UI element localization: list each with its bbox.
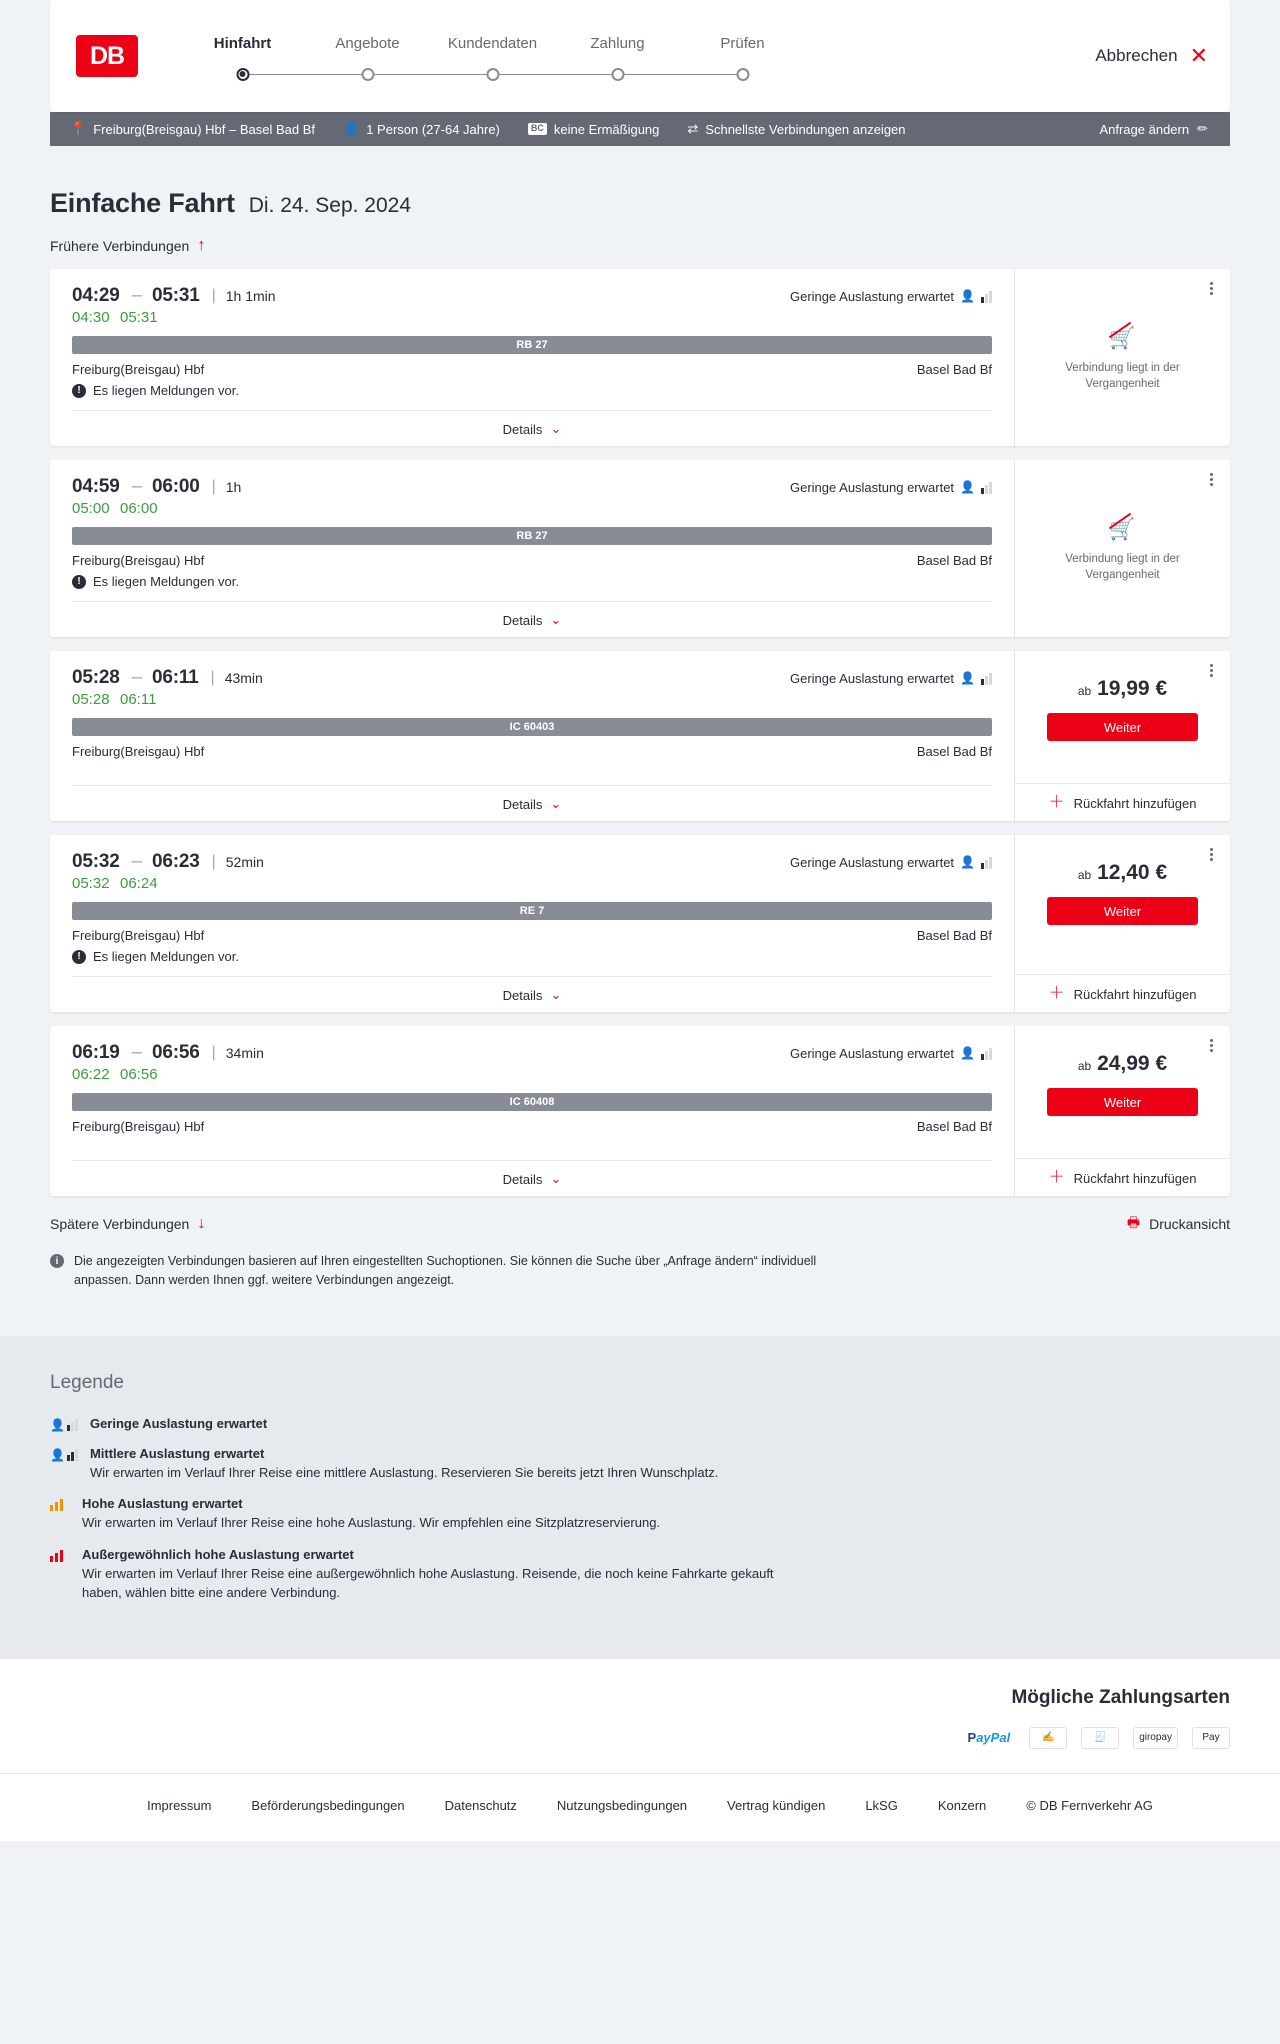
arrow-down-icon: ↓	[197, 1215, 206, 1232]
legend-item	[50, 1547, 1230, 1603]
cart-disabled-icon: 🛒	[1109, 518, 1135, 542]
more-options-icon[interactable]	[1202, 279, 1220, 297]
bahncard-icon: BC	[528, 123, 547, 135]
price-amount: 12,40 €	[1097, 861, 1168, 884]
footer-link-vertrag-kuendigen[interactable]: Vertrag kündigen	[727, 1797, 826, 1813]
passengers-summary[interactable]	[329, 121, 514, 137]
connection-times: 05:32 – 06:23	[72, 851, 200, 872]
chevron-down-icon: ⌄	[550, 987, 562, 1002]
train-bar[interactable]	[72, 1093, 992, 1111]
realtime-times	[72, 309, 992, 326]
realtime-times	[72, 875, 992, 892]
results-main	[0, 188, 1280, 1290]
train-bar[interactable]	[72, 718, 992, 736]
legend-item	[50, 1416, 1230, 1432]
more-options-icon[interactable]	[1202, 661, 1220, 679]
footer-link-impressum[interactable]: Impressum	[147, 1797, 212, 1813]
printer-icon: 🖶	[1126, 1214, 1141, 1230]
occupancy-label: Geringe Auslastung erwartet	[790, 1045, 955, 1061]
search-hint-text: Die angezeigten Verbindungen basieren auf Ihren eingestellten Suchoptionen. Sie können die Suche über „Anfrage ändern“ individuell anpassen. Dann werden Ihnen ggf. weitere Verbindungen angezeigt.	[74, 1254, 817, 1287]
occupancy-very-high-icon	[50, 1547, 70, 1603]
connection-actions	[1014, 269, 1230, 446]
step-label: Hinfahrt	[213, 34, 272, 52]
train-name: RB 27	[516, 530, 548, 542]
footer-link-konzern[interactable]: Konzern	[937, 1797, 987, 1813]
price-prefix: ab	[1077, 1059, 1092, 1073]
footer-link-nutzungsbedingungen[interactable]: Nutzungsbedingungen	[556, 1797, 688, 1813]
arrival-time: 05:31	[151, 285, 200, 306]
applepay-icon: Pay	[1192, 1727, 1230, 1749]
more-options-icon[interactable]	[1202, 470, 1220, 488]
train-name: IC 60403	[509, 721, 555, 733]
chevron-down-icon: ⌄	[550, 1171, 562, 1186]
duration: 34min	[225, 1045, 264, 1061]
step-label: Kundendaten	[447, 34, 538, 52]
connection-details: 04:29 – 05:31 | 1h 1min Geringe Auslastung erwartet 👤 04:30 05:31 RB 27 Freiburg(Breisgau) Hbf Basel Bad Bf ! Es liegen Meldungen vor. Details ⌄	[50, 269, 1014, 446]
app-header	[50, 0, 1230, 112]
discount-summary[interactable]	[514, 122, 674, 137]
price-prefix: ab	[1077, 684, 1092, 698]
departure-time: 05:32	[72, 851, 120, 872]
swap-arrows-icon: ⇄	[687, 121, 699, 136]
page-title-text: Einfache Fahrt	[50, 188, 235, 218]
origin-station: Freiburg(Breisgau) Hbf	[72, 362, 205, 377]
edit-query-button[interactable]	[1099, 121, 1214, 137]
continue-button[interactable]: Weiter	[1047, 713, 1198, 741]
later-connections-button[interactable]	[50, 1215, 205, 1233]
occupancy-bars-icon	[981, 856, 992, 869]
exclamation-icon: !	[72, 575, 86, 589]
occupancy-label: Geringe Auslastung erwartet	[790, 479, 955, 495]
earlier-connections-label: Frühere Verbindungen	[50, 238, 190, 254]
duration: 52min	[225, 854, 264, 870]
message-text: Es liegen Meldungen vor.	[93, 383, 239, 398]
fastest-text: Schnellste Verbindungen anzeigen	[705, 121, 906, 137]
search-hint	[50, 1252, 820, 1290]
train-bar[interactable]	[72, 902, 992, 920]
person-icon: 👤	[960, 480, 975, 494]
page-title-date: Di. 24. Sep. 2024	[248, 194, 412, 217]
exclamation-icon: !	[72, 384, 86, 398]
arrival-time: 06:11	[151, 667, 199, 688]
connection-details: 05:28 – 06:11 | 43min Geringe Auslastung erwartet 👤 05:28 06:11 IC 60403 Freiburg(Breisgau) Hbf Basel Bad Bf Details ⌄	[50, 651, 1014, 821]
exclamation-icon: !	[72, 950, 86, 964]
search-summary-bar	[50, 112, 1230, 146]
price-value	[1033, 1052, 1212, 1076]
occupancy-indicator	[790, 671, 992, 686]
discount-text: keine Ermäßigung	[553, 121, 660, 137]
continue-button[interactable]: Weiter	[1047, 1088, 1198, 1116]
origin-station: Freiburg(Breisgau) Hbf	[72, 744, 205, 759]
details-label: Details	[502, 612, 543, 628]
message-text: Es liegen Meldungen vor.	[93, 574, 239, 589]
realtime-departure: 06:22	[72, 1066, 110, 1083]
connection-details: 06:19 – 06:56 | 34min Geringe Auslastung erwartet 👤 06:22 06:56 IC 60408 Freiburg(Breisgau) Hbf Basel Bad Bf Details ⌄	[50, 1026, 1014, 1196]
person-icon: 👤	[960, 855, 975, 869]
step-dot-icon	[361, 68, 374, 81]
stations-row	[72, 553, 992, 568]
train-name: IC 60408	[509, 1096, 555, 1108]
realtime-arrival: 06:56	[120, 1066, 158, 1083]
add-return-button[interactable]	[1015, 1158, 1230, 1196]
add-return-button[interactable]	[1015, 974, 1230, 1012]
arrival-time: 06:56	[151, 1042, 200, 1063]
add-return-label: Rückfahrt hinzufügen	[1073, 986, 1197, 1002]
connection-details: 04:59 – 06:00 | 1h Geringe Auslastung erwartet 👤 05:00 06:00 RB 27 Freiburg(Breisgau) Hbf Basel Bad Bf ! Es liegen Meldungen vor. Details ⌄	[50, 460, 1014, 637]
train-name: RB 27	[516, 339, 548, 351]
connection-times: 06:19 – 06:56	[72, 1042, 200, 1063]
connection-row[interactable]	[50, 269, 1230, 446]
earlier-connections-button[interactable]	[50, 237, 1230, 255]
message-text: Es liegen Meldungen vor.	[93, 949, 239, 964]
connection-details: 05:32 – 06:23 | 52min Geringe Auslastung erwartet 👤 05:32 06:24 RE 7 Freiburg(Breisgau) Hbf Basel Bad Bf ! Es liegen Meldungen vor. Details ⌄	[50, 835, 1014, 1012]
connection-actions	[1014, 835, 1230, 1012]
continue-button[interactable]: Weiter	[1047, 897, 1198, 925]
plus-icon: ＋	[1048, 794, 1065, 811]
message-notice[interactable]	[72, 949, 992, 964]
location-pin-icon: 📍	[70, 121, 87, 136]
occupancy-label: Geringe Auslastung erwartet	[790, 288, 955, 304]
person-icon: 👤	[960, 289, 975, 303]
giropay-icon: giropay	[1133, 1727, 1178, 1749]
details-toggle[interactable]	[72, 410, 992, 446]
add-return-button[interactable]	[1015, 783, 1230, 821]
passengers-text: 1 Person (27-64 Jahre)	[366, 121, 500, 137]
duration: 1h	[225, 479, 242, 495]
realtime-times	[72, 500, 992, 517]
person-icon: 👤	[343, 121, 360, 136]
chevron-down-icon: ⌄	[550, 796, 562, 811]
realtime-times	[72, 1066, 992, 1083]
realtime-arrival: 05:31	[120, 309, 158, 326]
step-label: Prüfen	[720, 34, 765, 52]
details-label: Details	[502, 421, 543, 437]
step-label: Zahlung	[590, 34, 645, 52]
connection-actions	[1014, 460, 1230, 637]
more-options-icon[interactable]	[1202, 1036, 1220, 1054]
legend-head: Hohe Auslastung erwartet	[82, 1496, 243, 1511]
price-prefix: ab	[1077, 868, 1092, 882]
step-label: Angebote	[335, 34, 400, 52]
realtime-departure: 05:28	[72, 691, 110, 708]
fastest-summary[interactable]	[673, 121, 919, 137]
more-options-icon[interactable]	[1202, 845, 1220, 863]
paypal-icon: P ayPal	[963, 1727, 1016, 1749]
connection-row[interactable]	[50, 460, 1230, 637]
arrival-time: 06:23	[151, 851, 200, 872]
site-footer	[0, 1773, 1280, 1841]
realtime-times	[72, 691, 992, 708]
footer-link-datenschutz[interactable]: Datenschutz	[444, 1797, 517, 1813]
price-amount: 19,99 €	[1097, 677, 1168, 700]
page-title	[50, 188, 1230, 219]
stations-row	[72, 362, 992, 377]
step-dot-icon	[611, 68, 624, 81]
occupancy-indicator	[790, 289, 992, 304]
duration: 1h 1min	[225, 288, 276, 304]
details-toggle[interactable]	[72, 601, 992, 637]
add-return-label: Rückfahrt hinzufügen	[1073, 795, 1197, 811]
payment-methods-section	[0, 1659, 1280, 1773]
destination-station: Basel Bad Bf	[916, 744, 992, 759]
connection-actions	[1014, 651, 1230, 821]
details-label: Details	[502, 1171, 543, 1187]
person-icon: 👤	[960, 671, 975, 685]
arrival-time: 06:00	[151, 476, 200, 497]
connection-actions	[1014, 1026, 1230, 1196]
rechnung-icon: 🧾	[1081, 1727, 1119, 1749]
destination-station: Basel Bad Bf	[916, 553, 992, 568]
realtime-arrival: 06:24	[120, 875, 158, 892]
occupancy-bars-icon	[981, 672, 992, 685]
price-value	[1033, 677, 1212, 701]
close-icon: ✕	[1189, 43, 1208, 68]
past-connection-notice	[1015, 269, 1230, 446]
connection-times: 04:59 – 06:00	[72, 476, 200, 497]
price-amount: 24,99 €	[1097, 1052, 1168, 1075]
step-dot-icon	[736, 68, 749, 81]
origin-station: Freiburg(Breisgau) Hbf	[72, 553, 205, 568]
realtime-departure: 05:32	[72, 875, 110, 892]
db-logo: DB	[76, 35, 138, 77]
destination-station: Basel Bad Bf	[916, 1119, 992, 1134]
route-text: Freiburg(Breisgau) Hbf – Basel Bad Bf	[93, 121, 316, 137]
connection-row[interactable]	[50, 835, 1230, 1012]
results-footer-actions	[50, 1212, 1230, 1236]
occupancy-medium-icon: 👤	[50, 1446, 78, 1483]
stations-row	[72, 928, 992, 943]
print-view-button[interactable]	[1127, 1212, 1230, 1236]
price-block	[1015, 1026, 1230, 1116]
price-value	[1033, 861, 1212, 885]
legend-desc: Wir erwarten im Verlauf Ihrer Reise eine außergewöhnlich hohe Auslastung. Reisende, die noch keine Fahrkarte gekauft haben, wählen bitte eine andere Verbindung.	[82, 1565, 774, 1600]
origin-station: Freiburg(Breisgau) Hbf	[72, 928, 205, 943]
cart-disabled-icon: 🛒	[1109, 327, 1135, 351]
train-name: RE 7	[519, 905, 545, 917]
realtime-departure: 04:30	[72, 309, 110, 326]
print-view-label: Druckansicht	[1149, 1216, 1230, 1232]
legend-title: Legende	[50, 1371, 124, 1393]
departure-time: 04:29	[72, 285, 120, 306]
occupancy-indicator	[790, 480, 992, 495]
arrow-up-icon: ↑	[197, 237, 206, 254]
occupancy-indicator	[790, 855, 992, 870]
step-dot-icon	[486, 68, 499, 81]
plus-icon: ＋	[1048, 985, 1065, 1002]
legend-item	[50, 1446, 1230, 1483]
plus-icon: ＋	[1048, 1169, 1065, 1186]
train-bar[interactable]	[72, 527, 992, 545]
past-connection-text: Verbindung liegt in der Vergangenheit	[1065, 361, 1180, 390]
message-notice[interactable]	[72, 383, 992, 398]
origin-station: Freiburg(Breisgau) Hbf	[72, 1119, 205, 1134]
occupancy-low-icon: 👤	[50, 1416, 78, 1432]
add-return-label: Rückfahrt hinzufügen	[1073, 1170, 1197, 1186]
connection-times: 05:28 – 06:11	[72, 667, 199, 688]
realtime-arrival: 06:11	[120, 691, 157, 708]
connection-row[interactable]	[50, 651, 1230, 821]
chevron-down-icon: ⌄	[550, 612, 562, 627]
occupancy-indicator	[790, 1046, 992, 1061]
details-toggle[interactable]	[72, 785, 992, 821]
details-toggle[interactable]	[72, 976, 992, 1012]
later-connections-label: Spätere Verbindungen	[50, 1216, 190, 1232]
step-hinfahrt[interactable]	[180, 35, 305, 82]
step-dot-icon	[236, 68, 249, 81]
connection-row[interactable]	[50, 1026, 1230, 1196]
departure-time: 05:28	[72, 667, 120, 688]
realtime-departure: 05:00	[72, 500, 110, 517]
edit-query-label: Anfrage ändern	[1099, 121, 1190, 137]
details-toggle[interactable]	[72, 1160, 992, 1196]
payment-icons	[50, 1727, 1230, 1749]
info-icon: i	[50, 1254, 64, 1268]
payment-title: Mögliche Zahlungsarten	[1011, 1686, 1230, 1708]
footer-link-lksg[interactable]: LkSG	[865, 1797, 898, 1813]
details-label: Details	[502, 987, 543, 1003]
footer-copyright: © DB Fernverkehr AG	[1026, 1797, 1153, 1813]
occupancy-high-icon	[50, 1496, 70, 1533]
legend-desc: Wir erwarten im Verlauf Ihrer Reise eine mittlere Auslastung. Reservieren Sie bereits jetzt Ihren Wunschplatz.	[89, 1464, 719, 1480]
occupancy-bars-icon	[981, 481, 992, 494]
occupancy-label: Geringe Auslastung erwartet	[790, 670, 955, 686]
legend-head: Mittlere Auslastung erwartet	[89, 1445, 265, 1461]
legend-item	[50, 1496, 1230, 1533]
realtime-arrival: 06:00	[120, 500, 158, 517]
occupancy-bars-icon	[981, 290, 992, 303]
past-connection-text: Verbindung liegt in der Vergangenheit	[1065, 552, 1180, 581]
details-label: Details	[502, 796, 543, 812]
checkout-stepper	[180, 35, 805, 82]
legend-section	[0, 1336, 1280, 1659]
lastschrift-icon: ✍	[1029, 1727, 1067, 1749]
occupancy-bars-icon	[981, 1047, 992, 1060]
stations-row	[72, 1119, 992, 1134]
departure-time: 06:19	[72, 1042, 120, 1063]
person-icon: 👤	[960, 1046, 975, 1060]
departure-time: 04:59	[72, 476, 120, 497]
cancel-label: Abbrechen	[1095, 46, 1178, 65]
stations-row	[72, 744, 992, 759]
past-connection-notice	[1015, 460, 1230, 637]
price-block	[1015, 651, 1230, 741]
route-summary[interactable]	[66, 121, 329, 137]
footer-link-befoerderungsbedingungen[interactable]: Beförderungsbedingungen	[251, 1797, 405, 1813]
duration: 43min	[224, 670, 263, 686]
destination-station: Basel Bad Bf	[916, 362, 992, 377]
connection-times: 04:29 – 05:31	[72, 285, 200, 306]
legend-head: Außergewöhnlich hohe Auslastung erwartet	[82, 1546, 354, 1562]
occupancy-label: Geringe Auslastung erwartet	[790, 854, 955, 870]
train-bar[interactable]	[72, 336, 992, 354]
cancel-button[interactable]	[1095, 45, 1208, 67]
message-notice[interactable]	[72, 574, 992, 589]
pencil-icon: ✏	[1197, 121, 1208, 136]
destination-station: Basel Bad Bf	[916, 928, 992, 943]
legend-desc: Wir erwarten im Verlauf Ihrer Reise eine hohe Auslastung. Wir empfehlen eine Sitzplatzreservierung.	[82, 1515, 661, 1530]
chevron-down-icon: ⌄	[550, 421, 562, 436]
price-block	[1015, 835, 1230, 925]
legend-head: Geringe Auslastung erwartet	[89, 1415, 268, 1431]
